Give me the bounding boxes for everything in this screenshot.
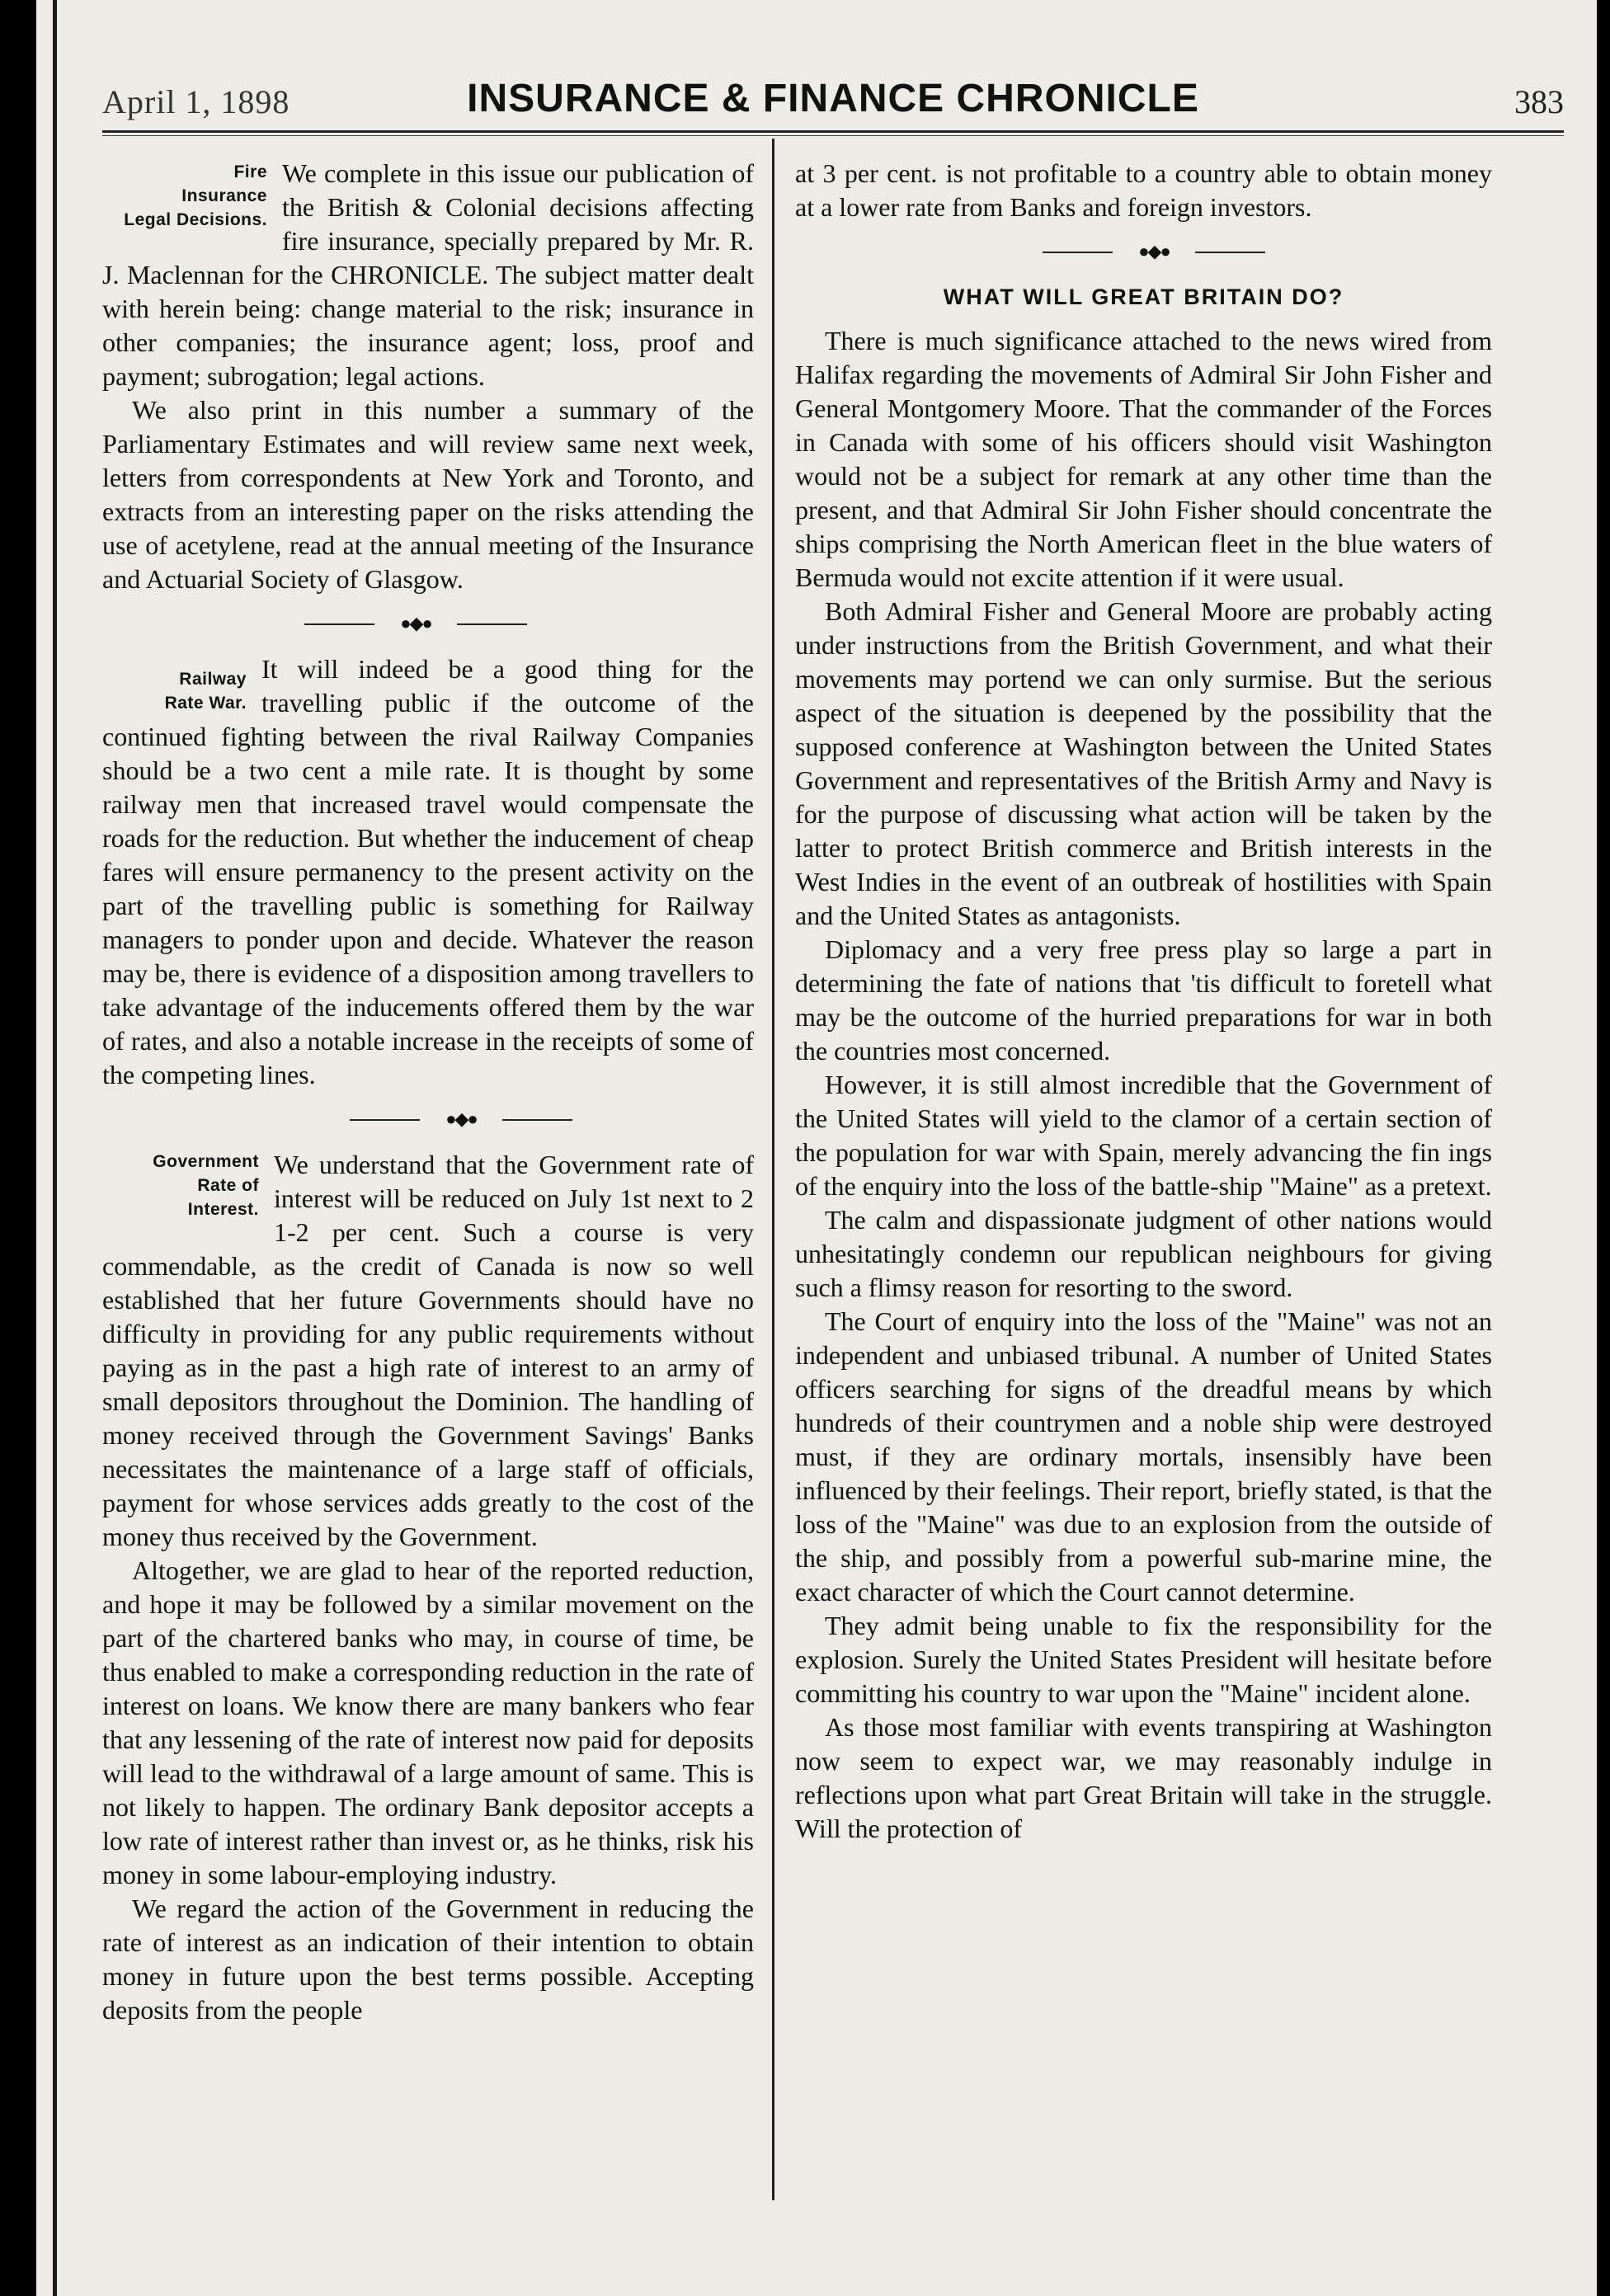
paragraph: We also print in this number a summary of the Parliamentary Estimates and will review same next week, letters from correspondents at New York and Toronto, and extracts from an interesting paper on the risks attending the use of acetylene, read at the annual meeting of the Insurance and Actuarial Society of Glasgow. (102, 395, 754, 594)
paragraph: We complete in this issue our publication of the British & Colonial decisions affecting fire insurance, specially prepared by Mr. R. J. Maclennan for the CHRONICLE. The subject matter dealt with herein being: change material to the risk; insurance in other companies; the insurance agent; loss, proof and payment; subrogation; legal actions. (102, 158, 754, 391)
paragraph: at 3 per cent. is not profitable to a country able to obtain money at a lower rate from Banks and foreign investors. (795, 158, 1492, 222)
article-great-britain (795, 324, 1492, 1846)
ornament-rule (350, 1119, 420, 1121)
article-railway-rate-war (102, 652, 754, 1092)
side-heading-government (102, 1150, 259, 1221)
page-number: 383 (1514, 83, 1564, 120)
article-continuation (795, 157, 1492, 224)
section-ornament (102, 1103, 754, 1136)
right-column (795, 157, 1492, 1846)
ornament-rule (457, 623, 527, 625)
paragraph: Diplomacy and a very free press play so large a part in determining the fate of nations that 'tis difficult to foretell what may be the outcome of the hurried preparations for war in both the countries most concerned. (795, 934, 1492, 1066)
binding-rule (53, 0, 57, 2296)
header-rule (102, 130, 1564, 136)
article-fire-insurance (102, 157, 754, 596)
paragraph: As those most familiar with events transpiring at Washington now seem to expect war, we may reasonably indulge in reflections upon what part Great Britain will take in the struggle. Will the protection of (795, 1712, 1492, 1843)
paragraph: We regard the action of the Government in reducing the rate of interest as an indication of their intention to obtain money in future upon the best terms possible. Accepting deposits from the people (102, 1894, 754, 2025)
side-heading-line: Legal Decisions. (124, 210, 267, 229)
paragraph: We understand that the Government rate of interest will be reduced on July 1st next to 2 1-2 per cent. Such a course is very commendable, as the credit of Canada is now so well established that her future Governments should have no difficulty in providing for any public requirements without paying as in the past a high rate of interest to an army of small depositors throughout the Dominion. The handling of money received through the Government Savings' Banks necessitates the maintenance of a large staff of officials, payment for whose services adds greatly to the cost of the money thus received by the Government. (102, 1150, 754, 1551)
column-divider (772, 139, 774, 2200)
newspaper-page (36, 0, 1597, 2296)
ornament-dots: ●◆● (400, 613, 431, 633)
ornament-dots: ●◆● (445, 1108, 477, 1129)
ornament-rule (1195, 252, 1265, 253)
page-header (102, 76, 1564, 134)
paragraph: There is much significance attached to the news wired from Halifax regarding the movements of Admiral Sir John Fisher and General Montgomery Moore. That the commander of the Forces in Canada with some of his officers should visit Washington would not be a subject for remark at any other time than the present, and that Admiral Sir John Fisher should concentrate the ships comprising the North American fleet in the blue waters of Bermuda would not excite attention if it were usual. (795, 326, 1492, 592)
article-government-rate-of-interest (102, 1148, 754, 2027)
section-ornament (102, 608, 754, 641)
ornament-rule (1043, 252, 1113, 253)
paragraph: Both Admiral Fisher and General Moore are probably acting under instructions from the British Government, and what their movements may portend we can only surmise. But the serious aspect of the situation is deepened by the possibility that the supposed conference at Washington between the United States Government and representatives of the British Army and Navy is for the purpose of discussing what action will be taken by the latter to protect British commerce and British interests in the West Indies in the event of an outbreak of hostilities with Spain and the United States as antagonists. (795, 596, 1492, 930)
side-heading-line: Insurance (181, 186, 267, 205)
left-column (102, 157, 754, 2027)
section-ornament (795, 236, 1492, 269)
ornament-rule (304, 623, 374, 625)
paragraph: It will indeed be a good thing for the travelling public if the outcome of the continued fighting between the rival Railway Companies should be a two cent a mile rate. It is thought by some railway men that increased travel would compensate the roads for the reduction. But whether the inducement of cheap fares will ensure permanency to the present activity on the part of the travelling public is something for Railway managers to ponder upon and decide. Whatever the reason may be, there is evidence of a disposition among travellers to take advantage of the inducements offered them by the war of rates, and also a notable increase in the receipts of some of the competing lines. (102, 654, 754, 1089)
article-heading: WHAT WILL GREAT BRITAIN DO? (943, 285, 1344, 309)
paragraph: They admit being unable to fix the responsibility for the explosion. Surely the United States President will hesitate before committing his country to war upon the "Maine" incident alone. (795, 1611, 1492, 1708)
paragraph: Altogether, we are glad to hear of the reported reduction, and hope it may be followed by a similar movement on the part of the chartered banks who may, in course of time, be thus enabled to make a corresponding reduction in the rate of interest on loans. We know there are many bankers who fear that any lessening of the rate of interest now paid for deposits will lead to the withdrawal of a large amount of same. This is not likely to happen. The ordinary Bank depositor accepts a low rate of interest rather than invest or, as he thinks, risk his money in some labour-employing industry. (102, 1555, 754, 1889)
side-heading-line: Rate War. (164, 694, 247, 713)
side-heading-line: Interest. (187, 1200, 259, 1219)
side-heading-line: Fire (233, 162, 267, 181)
ornament-rule (502, 1119, 572, 1121)
side-heading-line: Railway (179, 670, 247, 689)
issue-date: April 1, 1898 (102, 83, 290, 120)
side-heading-fire-insurance (102, 160, 267, 232)
side-heading-line: Government (153, 1152, 259, 1171)
paragraph: The calm and dispassionate judgment of other nations would unhesitatingly condemn our republican neighbours for giving such a flimsy reason for resorting to the sword. (795, 1205, 1492, 1302)
paragraph: However, it is still almost incredible that the Government of the United States will yield to the clamor of a certain section of the population for war with Spain, merely advancing the fin ings of the enquiry into the loss of the battle-ship "Maine" as a pretext. (795, 1070, 1492, 1201)
publication-title: INSURANCE & FINANCE CHRONICLE (467, 77, 1199, 120)
paragraph: The Court of enquiry into the loss of the "Maine" was not an independent and unbiased tribunal. A number of United States officers searching for signs of the dreadful means by which hundreds of their countrymen and a noble ship were destroyed must, if they are ordinary mortals, insensibly have been influenced by their feelings. Their report, briefly stated, is that the loss of the "Maine" was due to an explosion from the outside of the ship, and possibly from a powerful sub-marine mine, the exact character of which the Court cannot determine. (795, 1306, 1492, 1607)
side-heading-railway (102, 667, 247, 715)
side-heading-line: Rate of (197, 1176, 259, 1195)
ornament-dots: ●◆● (1138, 241, 1170, 261)
